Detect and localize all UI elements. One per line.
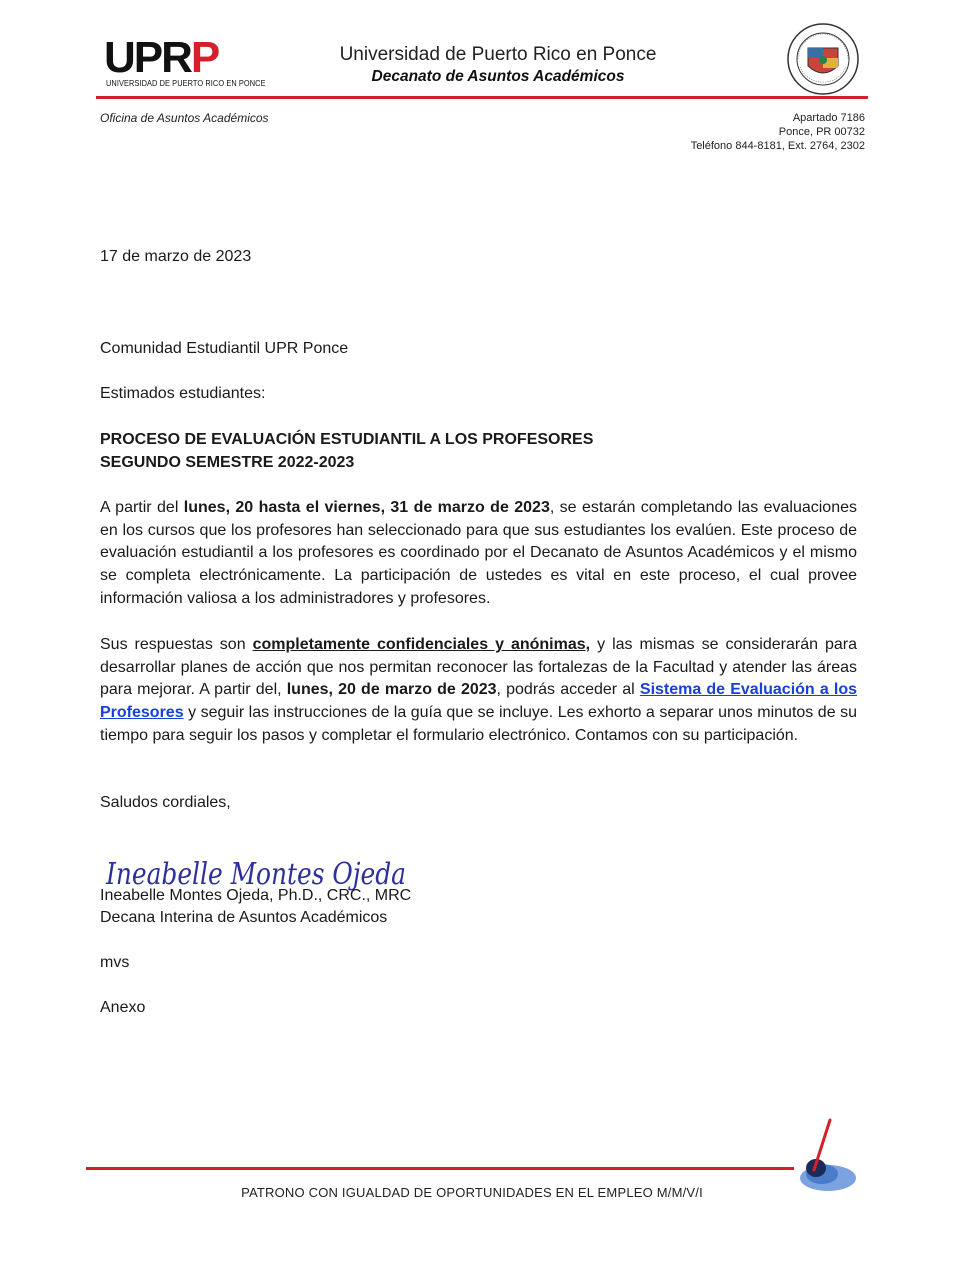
salutation: Estimados estudiantes: (100, 385, 266, 402)
equal-opportunity-notice: PATRONO CON IGUALDAD DE OPORTUNIDADES EN EL EMPLEO M/M/V/I (241, 1185, 703, 1200)
logo-subtitle: UNIVERSIDAD DE PUERTO RICO EN PONCE (106, 78, 266, 88)
enclosure: Anexo (100, 999, 146, 1016)
inkwell-quill-icon (792, 1116, 860, 1196)
signer-name: Ineabelle Montes Ojeda, Ph.D., CRC., MRC (100, 887, 412, 904)
phone-line: Teléfono 844-8181, Ext. 2764, 2302 (690, 140, 865, 152)
header-divider (96, 96, 868, 99)
office-name: Oficina de Asuntos Académicos (100, 111, 269, 125)
subject-line: PROCESO DE EVALUACIÓN ESTUDIANTIL A LOS PROFESORES (100, 431, 594, 448)
university-name: Universidad de Puerto Rico en Ponce (339, 44, 657, 65)
letter-date: 17 de marzo de 2023 (100, 248, 252, 265)
address-line: Apartado 7186 (792, 112, 865, 124)
confidential-emphasis: completamente confidenciales y anónimas, (252, 636, 591, 653)
subject-line: SEGUNDO SEMESTRE 2022-2023 (100, 453, 355, 471)
subject (100, 429, 857, 474)
deanship-name: Decanato de Asuntos Académicos (371, 68, 625, 85)
footer-divider (86, 1167, 794, 1170)
initials: mvs (100, 954, 130, 971)
signature-script: Ineabelle Montes Ojeda (105, 857, 407, 892)
paragraph-1: A partir del lunes, 20 hasta el viernes, 31 de marzo de 2023, se estarán completando las evaluaciones en los cursos que los profesores han seleccionado para que sus estudiantes los evalúen. Este proceso de evaluación estudiantil a los profesores es coordinado por el Decanato de Asuntos Académicos y el mismo se completa electrónicamente. La participación de ustedes es vital en este proceso, el cual provee información valiosa a los administradores y profesores. (100, 499, 857, 607)
uprp-logo (104, 33, 266, 92)
mailing-address (691, 111, 865, 153)
evaluation-system-link[interactable]: Sistema de Evaluación a los Profesores (100, 681, 858, 722)
university-seal-icon (786, 22, 860, 96)
recipient: Comunidad Estudiantil UPR Ponce (100, 340, 349, 357)
logo-wordmark: UPRP (104, 33, 219, 82)
address-line: Ponce, PR 00732 (778, 126, 865, 138)
paragraph-2: Sus respuestas son completamente confidenciales y anónimas, y las mismas se considerarán para desarrollar planes de acción que nos permitan reconocer las fortalezas de la Facultad y atender las áreas para mejorar. A partir del, lunes, 20 de marzo de 2023, podrás acceder al Sistema de Evaluación a los Profesores y seguir las instrucciones de la guía que se incluye. Les exhorto a separar unos minutos de su tiempo para seguir los pasos y completar el formulario electrónico. Contamos con su participación. (100, 636, 858, 744)
closing: Saludos cordiales, (100, 794, 231, 811)
signer-title: Decana Interina de Asuntos Académicos (100, 909, 388, 926)
